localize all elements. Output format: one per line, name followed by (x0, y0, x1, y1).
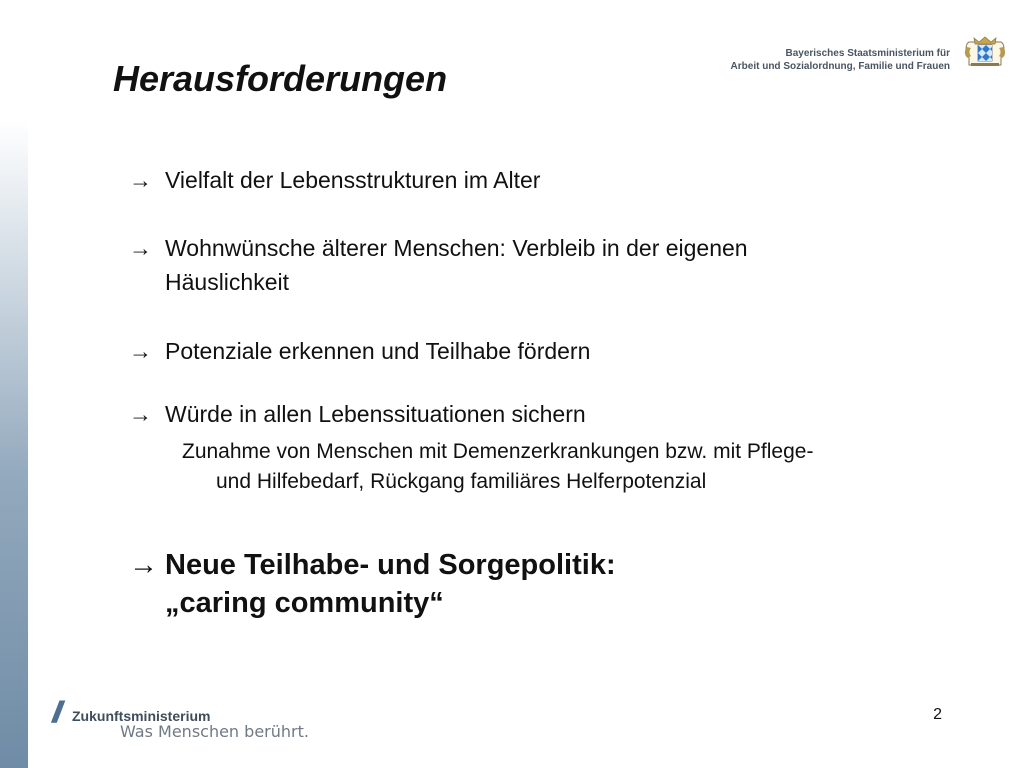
bullet-text: Vielfalt der Lebensstrukturen im Alter (165, 167, 541, 193)
subtext-line-1: Zunahme von Menschen mit Demenzerkrankungen bzw. mit Pflege- (182, 440, 814, 463)
right-arrow-icon: → (129, 549, 158, 581)
double-slash-logo-mark: // (52, 696, 57, 729)
conclusion-line-1: Neue Teilhabe- und Sorgepolitik: (165, 549, 616, 581)
right-arrow-icon: → (129, 401, 152, 427)
right-arrow-icon: → (129, 235, 152, 261)
page-number: 2 (933, 706, 942, 723)
footer-ministry-label: Zukunftsministerium (72, 708, 211, 724)
bullet-item-lebensstrukturen (129, 163, 540, 197)
ministry-name (731, 47, 950, 73)
bullet-subtext (182, 437, 972, 497)
bullet-item-wohnwuensche (129, 231, 748, 299)
bullet-text-line-2: Häuslichkeit (165, 269, 289, 295)
bullet-text: Potenziale erkennen und Teilhabe fördern (165, 338, 591, 364)
ministry-line-1: Bayerisches Staatsministerium für (785, 48, 950, 59)
subtext-line-2: und Hilfebedarf, Rückgang familiäres Helferpotenzial (216, 470, 707, 493)
slide-title: Herausforderungen (113, 58, 448, 99)
bullet-item-wuerde (129, 397, 586, 431)
right-arrow-icon: → (129, 167, 152, 193)
highlighted-conclusion (129, 546, 616, 622)
ministry-line-2: Arbeit und Sozialordnung, Familie und Frauen (730, 61, 950, 72)
right-arrow-icon: → (129, 338, 152, 364)
bullet-text-line-1: Wohnwünsche älterer Menschen: Verbleib in der eigenen (165, 235, 748, 261)
bullet-item-potenziale (129, 334, 590, 368)
left-gradient-band (0, 120, 28, 768)
conclusion-line-2: „caring community“ (165, 587, 444, 619)
zukunftsministerium-logo (52, 696, 312, 748)
footer-tagline: Was Menschen berührt. (120, 722, 309, 741)
bullet-text: Würde in allen Lebenssituationen sichern (165, 401, 586, 427)
bavarian-crest-icon (961, 34, 1009, 70)
